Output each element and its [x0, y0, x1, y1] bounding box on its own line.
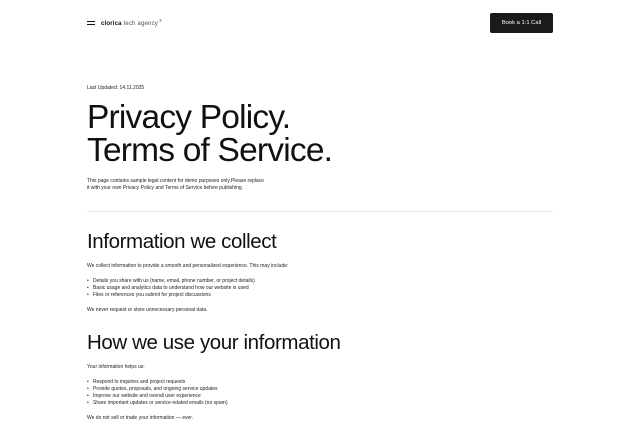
list-item: • Details you share with us (name, email, phone number, or project details) — [87, 278, 553, 285]
section-heading: Information we collect — [87, 230, 277, 254]
list-item: • Provide quotes, proposals, and ongoing service updates — [87, 386, 553, 393]
bullet-list — [87, 278, 553, 300]
last-updated: Last Updated: 14.11.2025 — [87, 85, 145, 91]
brand[interactable] — [87, 18, 162, 27]
intro-line1: This page contains sample legal content for demo purposes only.Please replace — [87, 178, 264, 184]
section-lead: We collect information to provide a smooth and personalized experience. This may include: — [87, 263, 289, 270]
brand-name-light: tech agency — [123, 20, 158, 28]
brand-logo[interactable] — [101, 18, 162, 27]
page-title — [87, 101, 553, 167]
book-call-button[interactable]: Book a 1:1 Call — [490, 13, 553, 33]
page-title-line1: Privacy Policy. — [87, 99, 291, 136]
section-heading: How we use your information — [87, 331, 341, 355]
registered-mark: ® — [158, 18, 163, 24]
menu-icon[interactable] — [87, 21, 95, 26]
brand-name-bold: clorica — [101, 20, 122, 28]
bullet-list — [87, 379, 553, 408]
section-lead: Your information helps us: — [87, 364, 145, 371]
section-note: We never request or store unnecessary personal data. — [87, 307, 208, 314]
section-how-we-use — [87, 331, 553, 422]
list-item: • Basic usage and analytics data to understand how our website is used — [87, 285, 553, 292]
page-title-line2: Terms of Service. — [87, 132, 333, 169]
list-item: • Files or references you submit for project discussions — [87, 292, 553, 299]
section-note: We do not sell or trade your information — ever. — [87, 415, 194, 422]
intro-text — [87, 178, 317, 192]
intro-line2: it with your own Privacy Policy and Terms of Service before publishing. — [87, 185, 244, 192]
section-information-we-collect — [87, 230, 553, 314]
list-item: • Respond to inquiries and project requests — [87, 379, 553, 386]
list-item: • Share important updates or service-related emails (no spam) — [87, 400, 553, 407]
main-content — [87, 84, 553, 423]
list-item: • Improve our website and overall user experience — [87, 393, 553, 400]
site-header — [87, 12, 553, 34]
divider — [87, 211, 553, 212]
